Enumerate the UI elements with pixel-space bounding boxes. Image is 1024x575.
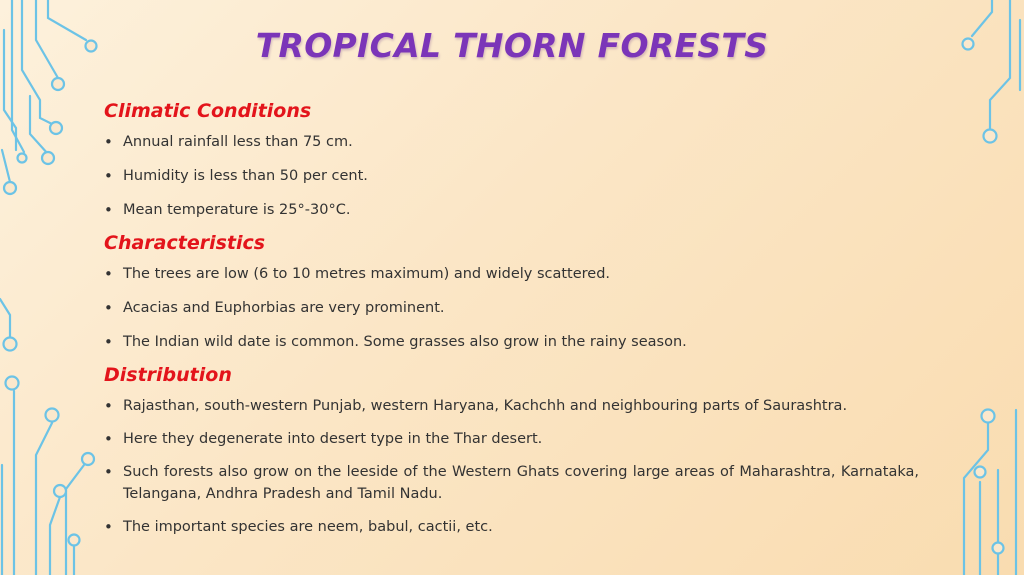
section-climatic-conditions (104, 96, 919, 221)
bullet-item: • Humidity is less than 50 per cent. (104, 165, 919, 187)
slide-title: TROPICAL THORN FORESTS (255, 26, 769, 65)
bullet-item: • Here they degenerate into desert type in the Thar desert. (104, 428, 919, 450)
bullet-item: • The important species are neem, babul, cactii, etc. (104, 516, 919, 538)
bullet-item: • Acacias and Euphorbias are very prominent. (104, 297, 919, 319)
section-characteristics (104, 228, 919, 353)
bullet-item: • The trees are low (6 to 10 metres maximum) and widely scattered. (104, 263, 919, 285)
circuit-decoration-top-right (954, 0, 1024, 150)
bullet-item: • Such forests also grow on the leeside of the Western Ghats covering large areas of Maharashtra, Karnataka, Telangana, Andhra Pradesh and Tamil Nadu. (104, 461, 919, 505)
circuit-decoration-bottom-right (954, 400, 1024, 575)
section-distribution (104, 360, 919, 538)
bullet-item: • Annual rainfall less than 75 cm. (104, 131, 919, 153)
circuit-decoration-bottom-left (0, 285, 110, 575)
bullet-list (104, 395, 919, 538)
section-heading: Climatic Conditions (104, 100, 312, 122)
bullet-list (104, 131, 919, 221)
bullet-list (104, 263, 919, 353)
slide-content (104, 96, 919, 538)
bullet-item: • Rajasthan, south-western Punjab, western Haryana, Kachchh and neighbouring parts of Saurashtra. (104, 395, 919, 417)
bullet-item: • The Indian wild date is common. Some grasses also grow in the rainy season. (104, 331, 919, 353)
section-heading: Distribution (104, 364, 232, 386)
section-heading: Characteristics (104, 232, 266, 254)
bullet-item: • Mean temperature is 25°-30°C. (104, 199, 919, 221)
